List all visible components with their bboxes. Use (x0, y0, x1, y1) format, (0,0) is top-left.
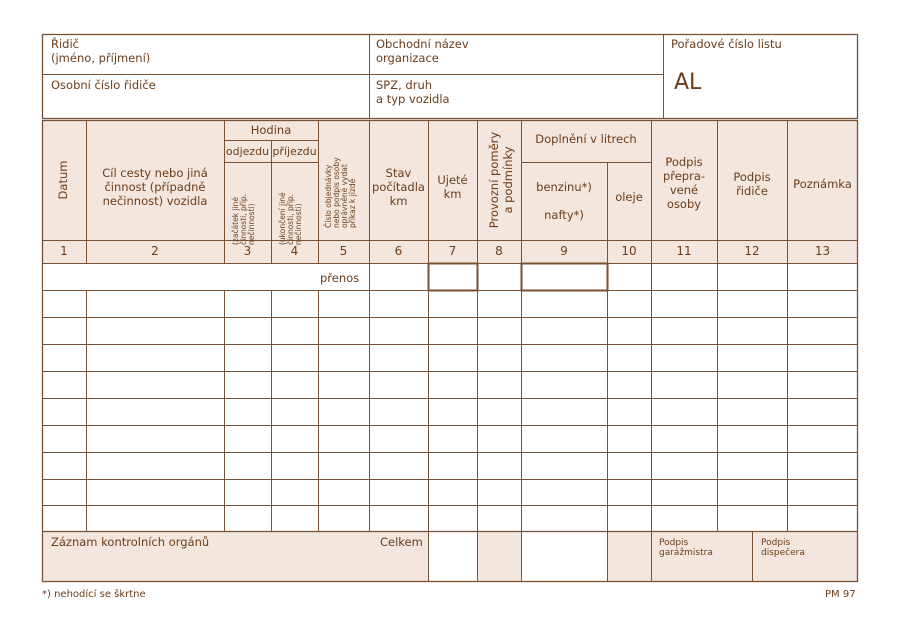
col-number-11: 11 (676, 244, 692, 258)
personal-number-label: Osobní číslo řidiče (51, 78, 156, 92)
col-number-2: 2 (151, 244, 159, 258)
col-number-13: 13 (814, 244, 831, 258)
col-number-3: 3 (243, 244, 252, 258)
col-number-4: 4 (290, 244, 299, 258)
col-number-10: 10 (621, 244, 637, 258)
col-datum-header: Datum (56, 160, 70, 200)
stav-header-1: Stav (385, 166, 412, 180)
podpis-prepravene-header-2: přepra- (662, 169, 706, 183)
driver-sub-label: (jméno, příjmení) (51, 51, 151, 65)
celkem-label: Celkem (380, 535, 423, 549)
prenos-label: přenos (320, 271, 360, 285)
footnote: *) nehodící se škrtne (42, 589, 146, 600)
col-cil-header-3: nečinnost) vozidla (102, 194, 208, 208)
nafty-header: nafty*) (544, 208, 584, 222)
zaznam-kontrolnich-organu-label: Záznam kontrolních orgánů (51, 535, 210, 549)
odjezd-sub-header: (začátek jiné činnosti, příp. nečinnosti) (231, 193, 256, 245)
benzinu-header: benzinu*) (536, 180, 592, 194)
sheet-code: AL (674, 70, 702, 95)
col-number-12: 12 (744, 244, 760, 258)
organization-label-1: Obchodní název (376, 37, 469, 51)
stav-header-3: km (389, 194, 408, 208)
col-cil-header-2: činnost (případně (104, 180, 206, 194)
col-number-9: 9 (560, 244, 568, 258)
poznamka-header: Poznámka (793, 177, 852, 191)
podpis-dispecera-label-2: dispečera (761, 548, 805, 558)
organization-label-2: organizace (376, 51, 439, 65)
podpis-garazmistra-label-1: Podpis (659, 538, 689, 548)
doplneni-header: Doplnění v litrech (535, 132, 637, 146)
prijezdu-header: příjezdu (272, 145, 317, 158)
stav-header-2: počítadla (372, 180, 425, 194)
oleje-header: oleje (615, 190, 643, 204)
spz-label-2: a typ vozidla (376, 92, 450, 106)
cislo-objednavky-header: Číslo objednávky nebo podpis osoby oprávněné vydat příkaz k jízdě (324, 157, 357, 228)
col-number-1: 1 (60, 244, 68, 258)
col-number-6: 6 (394, 244, 403, 258)
hodina-header: Hodina (250, 123, 292, 137)
col-number-7: 7 (448, 244, 457, 258)
podpis-ridice-header-1: Podpis (733, 170, 771, 184)
podpis-dispecera-label-1: Podpis (761, 538, 791, 548)
odjezdu-header: odjezdu (225, 145, 270, 158)
provozni-header: Provozní poměry a podmínky (487, 131, 515, 229)
podpis-ridice-header-2: řidiče (736, 184, 768, 198)
podpis-garazmistra-label-2: garážmistra (659, 548, 713, 558)
prijezd-sub-header: (ukončení jiné činnosti, příp. nečinnosti) (278, 192, 303, 245)
sheet-number-label: Pořadové číslo listu (671, 37, 782, 51)
podpis-prepravene-header-3: vené (669, 183, 699, 197)
podpis-prepravene-header-4: osoby (666, 197, 702, 211)
col-number-5: 5 (339, 244, 348, 258)
spz-label-1: SPZ, druh (376, 78, 433, 92)
ujete-header-1: Ujeté (437, 173, 468, 187)
col-cil-header-1: Cíl cesty nebo jiná (102, 166, 208, 180)
podpis-prepravene-header-1: Podpis (665, 155, 703, 169)
driver-label: Řidič (51, 37, 80, 51)
col-number-8: 8 (495, 244, 503, 258)
ujete-header-2: km (443, 187, 462, 201)
form-code: PM 97 (825, 589, 856, 600)
